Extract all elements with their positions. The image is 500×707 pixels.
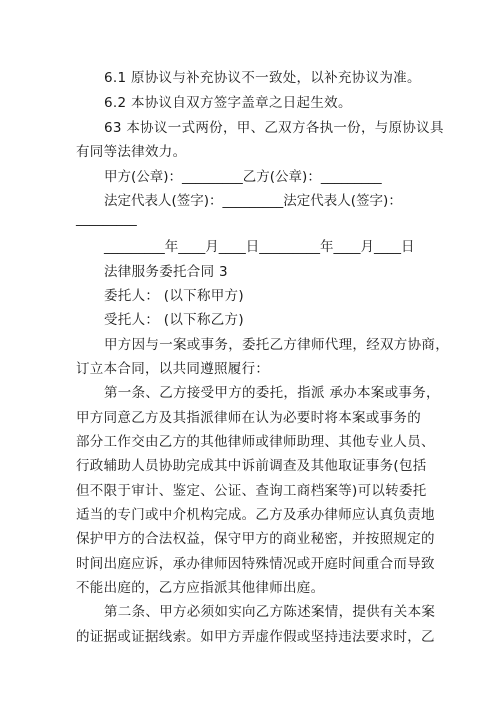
article-2-line-2: 的证据或证据线索。如甲方弄虚作假或坚持违法要求时，乙	[76, 629, 435, 645]
article-1-line-1: 第一条、乙方接受甲方的委托，指派 承办本案或事务，	[104, 385, 440, 401]
legal-rep-signature-blank: _________	[76, 211, 137, 227]
article-1-line-2: 甲方同意乙方及其指派律师在认为必要时将本案或事务的	[76, 410, 421, 426]
agent-line: 受托人： (以下称乙方)	[104, 312, 244, 328]
article-1-line-6: 适当的专门或中介机构完成。乙方及承办律师应认真负责地	[76, 507, 435, 523]
preamble-line-1: 甲方因与一案或事务，委托乙方律师代理，经双方协商，	[104, 337, 449, 353]
preamble-line-2: 订立本合同，以共同遵照履行：	[76, 361, 270, 377]
date-line: _________年____月____日_________年____月____日	[104, 239, 415, 255]
article-1-line-5: 但不限于审计、鉴定、公证、查询工商档案等)可以转委托	[76, 483, 427, 499]
clause-6-1: 6.1 原协议与补充协议不一致处，以补充协议为准。	[104, 70, 421, 86]
legal-rep-signature-line: 法定代表人(签字)：_________法定代表人(签字)：	[104, 193, 402, 209]
article-1-line-8: 时间出庭应诉，承办律师因特殊情况或开庭时间重合而导致	[76, 556, 435, 572]
article-1-line-3: 部分工作交由乙方的其他律师或律师助理、其他专业人员、	[76, 434, 435, 450]
article-2-line-1: 第二条、甲方必须如实向乙方陈述案情，提供有关本案	[104, 604, 436, 620]
clause-6-3-cont: 有同等法律效力。	[76, 144, 187, 160]
article-1-line-4: 行政辅助人员协助完成其中诉前调查及其他取证事务(包括	[76, 458, 427, 474]
article-1-line-9: 不能出庭的，乙方应指派其他律师出庭。	[76, 580, 325, 596]
clause-6-3: 63 本协议一式两份，甲、乙双方各执一份，与原协议具	[104, 120, 444, 136]
article-1-line-7: 保护甲方的合法权益，保守甲方的商业秘密，并按照规定的	[76, 531, 435, 547]
contract-title: 法律服务委托合同 3	[104, 264, 228, 280]
clause-6-2: 6.2 本协议自双方签字盖章之日起生效。	[104, 95, 352, 111]
seal-line: 甲方(公章)：_________乙方(公章)：_________	[104, 169, 382, 185]
principal-line: 委托人： (以下称甲方)	[104, 288, 244, 304]
